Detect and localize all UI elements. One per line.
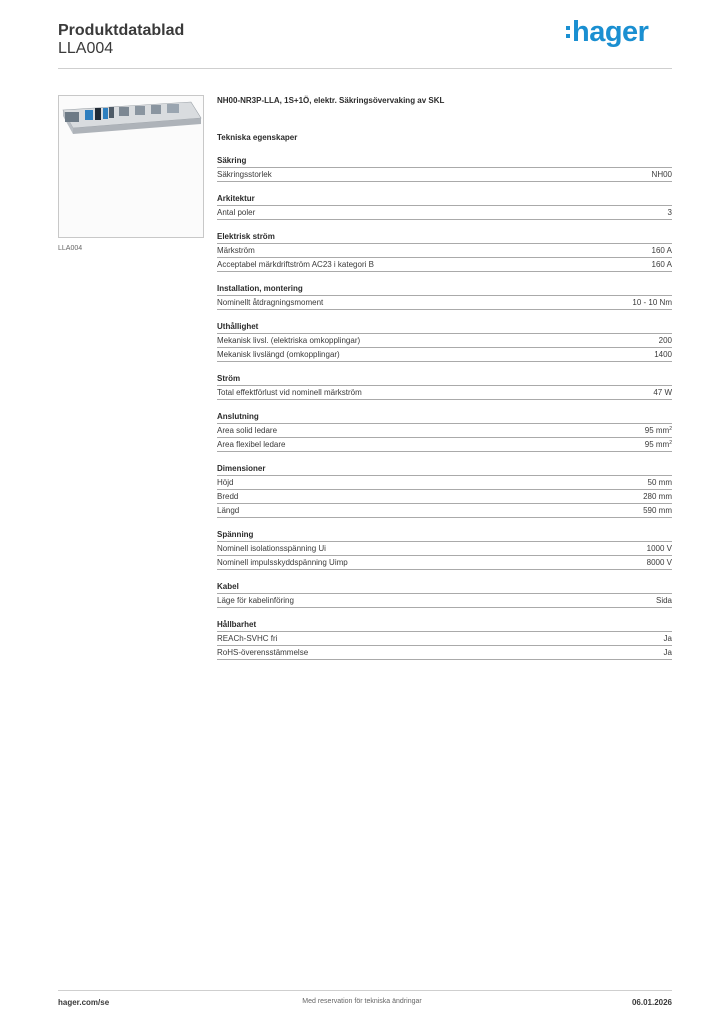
spec-row [217, 556, 672, 570]
spec-label: Längd [217, 506, 240, 515]
spec-row [217, 244, 672, 258]
spec-value [654, 350, 672, 361]
spec-value [652, 246, 672, 257]
spec-row [217, 594, 672, 608]
spec-groups [217, 156, 672, 660]
spec-row [217, 438, 672, 452]
spec-value-text: 590 mm [643, 506, 672, 515]
spec-group-title: Spänning [217, 530, 672, 542]
spec-group [217, 284, 672, 310]
spec-group [217, 194, 672, 220]
spec-group [217, 322, 672, 362]
spec-value-text: NH00 [651, 170, 672, 179]
spec-value [653, 388, 672, 399]
spec-group [217, 620, 672, 660]
spec-value-text: 95 mm [644, 440, 670, 449]
footer-date: 06.01.2026 [631, 998, 672, 1007]
spec-group [217, 530, 672, 570]
spec-value-text: 160 A [651, 246, 672, 255]
spec-value-text: 1000 V [646, 544, 672, 553]
spec-content [217, 96, 672, 672]
spec-group-title: Elektrisk ström [217, 232, 672, 244]
image-caption: LLA004 [58, 245, 83, 252]
spec-value [648, 478, 672, 489]
spec-value-text: 160 A [651, 260, 672, 269]
spec-group [217, 582, 672, 608]
spec-group [217, 156, 672, 182]
logo-text: hager [572, 15, 649, 48]
spec-value [668, 208, 672, 219]
spec-group-title: Säkring [217, 156, 672, 168]
spec-row [217, 258, 672, 272]
spec-label: RoHS-överensstämmelse [217, 648, 309, 657]
spec-value-text: 280 mm [643, 492, 672, 501]
section-heading: Tekniska egenskaper [217, 133, 298, 142]
spec-row [217, 168, 672, 182]
spec-value [632, 298, 672, 309]
spec-value-text: 47 W [653, 388, 672, 397]
spec-value-text: Ja [663, 634, 672, 643]
spec-group-title: Kabel [217, 582, 672, 594]
spec-row [217, 646, 672, 660]
spec-group [217, 412, 672, 452]
spec-label: Nominell impulsskyddspänning Uimp [217, 558, 348, 567]
spec-group-title: Hållbarhet [217, 620, 672, 632]
spec-label: Mekanisk livslängd (omkopplingar) [217, 350, 340, 359]
header-divider [58, 68, 672, 69]
spec-value-superscript: 2 [669, 440, 672, 446]
spec-label: Area flexibel ledare [217, 440, 286, 449]
spec-row [217, 632, 672, 646]
product-name: NH00-NR3P-LLA, 1S+1Ö, elektr. Säkringsövervaking av SKL [217, 96, 445, 105]
spec-row [217, 504, 672, 518]
logo-dots-icon [566, 26, 570, 38]
spec-row [217, 490, 672, 504]
spec-label: Säkringsstorlek [217, 170, 272, 179]
document-title: Produktdatablad [58, 22, 185, 39]
spec-value-superscript: 2 [669, 426, 672, 432]
spec-label: Area solid ledare [217, 426, 278, 435]
spec-row [217, 348, 672, 362]
spec-group [217, 232, 672, 272]
spec-value-text: Ja [663, 648, 672, 657]
spec-value-text: 1400 [654, 350, 672, 359]
spec-value [643, 506, 672, 517]
spec-row [217, 334, 672, 348]
spec-value-text: 95 mm [644, 426, 670, 435]
spec-row [217, 476, 672, 490]
spec-label: Antal poler [217, 208, 256, 217]
spec-value [652, 170, 672, 181]
spec-value-text: 200 [658, 336, 672, 345]
spec-group-title: Anslutning [217, 412, 672, 424]
spec-value [659, 336, 672, 347]
spec-row [217, 206, 672, 220]
spec-label: REACh-SVHC fri [217, 634, 278, 643]
spec-value [656, 596, 672, 607]
spec-value-text: 3 [667, 208, 672, 217]
hager-logo[interactable] [566, 16, 648, 48]
spec-value-text: 10 - 10 Nm [632, 298, 672, 307]
spec-value-text: 8000 V [646, 558, 672, 567]
spec-label: Höjd [217, 478, 234, 487]
spec-group [217, 464, 672, 518]
spec-group-title: Installation, montering [217, 284, 672, 296]
spec-label: Nominell isolationsspänning Ui [217, 544, 326, 553]
footer-website-link[interactable]: hager.com/se [58, 998, 110, 1007]
spec-label: Bredd [217, 492, 239, 501]
spec-label: Läge för kabelinföring [217, 596, 294, 605]
spec-value [643, 492, 672, 503]
document-code: LLA004 [58, 40, 114, 57]
spec-value [645, 426, 672, 437]
spec-label: Mekanisk livsl. (elektriska omkopplingar) [217, 336, 361, 345]
spec-group [217, 374, 672, 400]
spec-value-text: 50 mm [647, 478, 672, 487]
spec-value [652, 260, 672, 271]
spec-label: Total effektförlust vid nominell märkström [217, 388, 362, 397]
spec-value [664, 634, 672, 645]
spec-label: Acceptabel märkdriftström AC23 i kategori B [217, 260, 374, 269]
spec-label: Nominellt åtdragningsmoment [217, 298, 324, 307]
footer-disclaimer: Med reservation för tekniska ändringar [302, 998, 422, 1005]
spec-group-title: Dimensioner [217, 464, 672, 476]
spec-group-title: Ström [217, 374, 672, 386]
spec-value [645, 440, 672, 451]
spec-row [217, 386, 672, 400]
spec-value [647, 544, 672, 555]
spec-group-title: Arkitektur [217, 194, 672, 206]
spec-value [664, 648, 672, 659]
footer-divider [58, 990, 672, 991]
spec-row [217, 542, 672, 556]
spec-group-title: Uthållighet [217, 322, 672, 334]
product-photo-icon [59, 96, 203, 237]
spec-value-text: Sida [655, 596, 672, 605]
spec-value [647, 558, 672, 569]
spec-row [217, 424, 672, 438]
spec-row [217, 296, 672, 310]
product-image [58, 95, 204, 238]
spec-label: Märkström [217, 246, 255, 255]
